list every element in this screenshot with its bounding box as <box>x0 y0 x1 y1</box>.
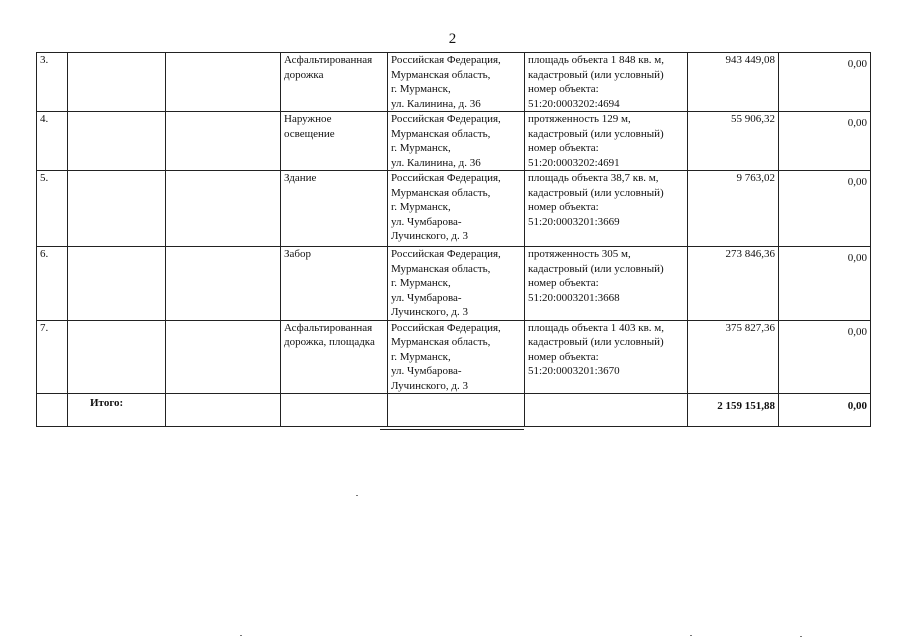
row-number: 4. <box>37 112 68 171</box>
row-number: 6. <box>37 247 68 321</box>
empty-cell <box>68 112 166 171</box>
object-description <box>525 247 688 321</box>
object-description <box>525 53 688 112</box>
object-name-line: Асфальтированная <box>284 54 373 66</box>
description-line: номер объекта: <box>528 83 599 95</box>
residual-value: 0,00 <box>779 112 871 171</box>
address-line: Российская Федерация, <box>391 113 501 125</box>
address-line: Российская Федерация, <box>391 248 501 260</box>
address-line: Мурманская область, <box>391 262 491 275</box>
description-line: протяженность 129 м, <box>528 113 631 125</box>
object-address <box>388 247 525 321</box>
empty-cell <box>37 394 68 427</box>
empty-cell <box>388 394 525 427</box>
description-line: 51:20:0003201:3670 <box>528 365 620 377</box>
empty-cell <box>281 394 388 427</box>
empty-cell <box>68 247 166 321</box>
address-line: Российская Федерация, <box>391 321 501 334</box>
book-value: 9 763,02 <box>688 171 779 247</box>
object-description <box>525 112 688 171</box>
empty-cell <box>166 53 281 112</box>
description-line: номер объекта: <box>528 350 599 363</box>
description-line: площадь объекта 1 403 кв. м, <box>528 321 665 334</box>
row-number: 7. <box>37 320 68 394</box>
object-address <box>388 112 525 171</box>
table-row <box>37 171 871 247</box>
book-value: 943 449,08 <box>688 53 779 112</box>
address-line: Мурманская область, <box>391 68 491 81</box>
object-name <box>281 247 388 321</box>
address-line: Мурманская область, <box>391 336 491 348</box>
address-line: ул. Калинина, д. 36 <box>391 97 481 110</box>
description-line: площадь объекта 1 848 кв. м, <box>528 54 665 66</box>
residual-value: 0,00 <box>779 320 871 394</box>
description-line: номер объекта: <box>528 201 599 213</box>
address-line: Лучинского, д. 3 <box>391 379 468 392</box>
row-number: 3. <box>37 53 68 112</box>
address-line: Лучинского, д. 3 <box>391 230 468 242</box>
address-line: Мурманская область, <box>391 186 491 199</box>
address-line: ул. Чумбарова- <box>391 215 462 228</box>
object-name-line: Наружное <box>284 113 332 125</box>
description-line: протяженность 305 м, <box>528 248 631 260</box>
total-book-value: 2 159 151,88 <box>688 394 779 427</box>
object-description <box>525 171 688 247</box>
empty-cell <box>525 394 688 427</box>
residual-value: 0,00 <box>779 53 871 112</box>
description-line: кадастровый (или условный) <box>528 127 664 140</box>
description-line: площадь объекта 38,7 кв. м, <box>528 172 659 184</box>
object-description <box>525 320 688 394</box>
empty-cell <box>68 320 166 394</box>
address-line: Российская Федерация, <box>391 54 501 66</box>
object-name <box>281 320 388 394</box>
total-residual-value: 0,00 <box>779 394 871 427</box>
empty-cell <box>68 171 166 247</box>
empty-cell <box>166 112 281 171</box>
object-address <box>388 320 525 394</box>
book-value: 375 827,36 <box>688 320 779 394</box>
address-line: г. Мурманск, <box>391 83 451 95</box>
closing-rule <box>380 429 524 430</box>
description-line: номер объекта: <box>528 277 599 289</box>
address-line: ул. Калинина, д. 36 <box>391 156 481 169</box>
property-register-table <box>36 52 871 427</box>
address-line: г. Мурманск, <box>391 350 451 363</box>
object-name-line: освещение <box>284 127 335 140</box>
table-row <box>37 247 871 321</box>
object-name-line: Здание <box>284 172 317 184</box>
scan-speck <box>240 635 242 636</box>
total-row <box>37 394 871 427</box>
address-line: ул. Чумбарова- <box>391 365 462 377</box>
description-line: 51:20:0003202:4694 <box>528 97 620 110</box>
total-label: Итого: <box>68 394 166 427</box>
book-value: 273 846,36 <box>688 247 779 321</box>
description-line: номер объекта: <box>528 142 599 154</box>
object-name <box>281 53 388 112</box>
object-address <box>388 171 525 247</box>
address-line: г. Мурманск, <box>391 142 451 154</box>
address-line: ул. Чумбарова- <box>391 291 462 304</box>
object-name-line: дорожка <box>284 68 324 81</box>
object-name-line: Асфальтированная <box>284 321 373 334</box>
empty-cell <box>166 171 281 247</box>
book-value: 55 906,32 <box>688 112 779 171</box>
address-line: Лучинского, д. 3 <box>391 306 468 318</box>
empty-cell <box>166 394 281 427</box>
object-name-line: Забор <box>284 248 311 260</box>
description-line: кадастровый (или условный) <box>528 186 664 199</box>
scan-speck <box>690 635 692 636</box>
empty-cell <box>68 53 166 112</box>
address-line: Мурманская область, <box>391 127 491 140</box>
scan-speck <box>356 495 358 496</box>
scan-speck <box>800 636 802 637</box>
description-line: 51:20:0003201:3668 <box>528 291 620 304</box>
empty-cell <box>166 320 281 394</box>
object-address <box>388 53 525 112</box>
description-line: кадастровый (или условный) <box>528 336 664 348</box>
table-row <box>37 320 871 394</box>
table-row <box>37 112 871 171</box>
address-line: г. Мурманск, <box>391 277 451 289</box>
residual-value: 0,00 <box>779 171 871 247</box>
empty-cell <box>166 247 281 321</box>
description-line: кадастровый (или условный) <box>528 68 664 81</box>
description-line: 51:20:0003202:4691 <box>528 156 620 169</box>
page-number: 2 <box>448 31 457 47</box>
description-line: кадастровый (или условный) <box>528 262 664 275</box>
description-line: 51:20:0003201:3669 <box>528 215 620 228</box>
object-name <box>281 171 388 247</box>
object-name <box>281 112 388 171</box>
row-number: 5. <box>37 171 68 247</box>
table-body <box>37 53 871 427</box>
object-name-line: дорожка, площадка <box>284 336 375 348</box>
table-row <box>37 53 871 112</box>
address-line: г. Мурманск, <box>391 201 451 213</box>
address-line: Российская Федерация, <box>391 172 501 184</box>
residual-value: 0,00 <box>779 247 871 321</box>
